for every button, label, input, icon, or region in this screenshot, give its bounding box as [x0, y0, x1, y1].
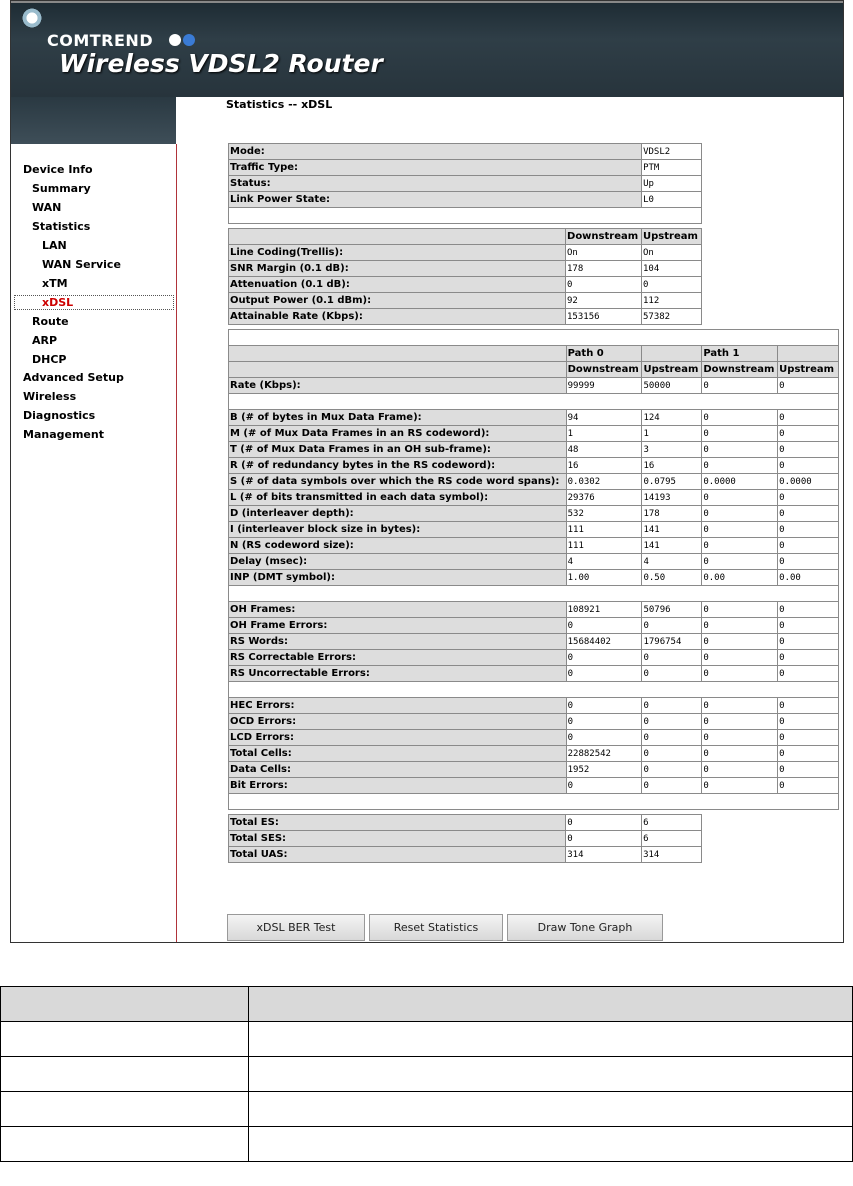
row-label: Total UAS:	[229, 847, 566, 863]
cell-value: 1.00	[566, 570, 642, 586]
table-row	[229, 490, 839, 506]
header-row	[229, 229, 702, 245]
table-row	[229, 522, 839, 538]
cell-value: 1	[566, 426, 642, 442]
cell-value: 0	[566, 831, 642, 847]
error-seconds-table	[228, 814, 702, 863]
cell-value: 0.0000	[778, 474, 839, 490]
table-row	[1, 1127, 853, 1162]
nav-dhcp[interactable]: DHCP	[32, 353, 67, 366]
cell-value: 1952	[566, 762, 642, 778]
nav-statistics[interactable]: Statistics	[32, 220, 91, 233]
row-label: RS Uncorrectable Errors:	[229, 666, 567, 682]
cell-value: 4	[642, 554, 702, 570]
spacer-row	[229, 794, 839, 810]
cell-value: 0	[702, 442, 778, 458]
cell-value: 0	[778, 762, 839, 778]
product-name: Wireless VDSL2 Router	[59, 49, 383, 78]
row-label: Bit Errors:	[229, 778, 567, 794]
cell-value: 0.0795	[642, 474, 702, 490]
cell-value: 0	[778, 602, 839, 618]
reset-statistics-button[interactable]: Reset Statistics	[369, 914, 503, 941]
sidebar-banner	[11, 97, 176, 144]
cell-value: 111	[566, 538, 642, 554]
cell-value: 15684402	[566, 634, 642, 650]
cell-value: 0	[702, 746, 778, 762]
table-row	[229, 602, 839, 618]
cell-value: 0	[778, 746, 839, 762]
nav-route[interactable]: Route	[32, 315, 69, 328]
cell-value: 0	[642, 762, 702, 778]
page-title: Statistics -- xDSL	[226, 98, 333, 111]
nav-lan[interactable]: LAN	[42, 239, 67, 252]
table-header-row	[1, 987, 853, 1022]
nav-device-info[interactable]: Device Info	[23, 163, 93, 176]
table-row	[229, 442, 839, 458]
row-label: RS Words:	[229, 634, 567, 650]
cell-value: 0	[778, 442, 839, 458]
cell-value: 16	[566, 458, 642, 474]
cell-value: 0	[566, 666, 642, 682]
nav-diagnostics[interactable]: Diagnostics	[23, 409, 96, 422]
spacer-row	[229, 208, 702, 224]
col-header: Downstream	[702, 362, 778, 378]
table-row	[229, 309, 702, 325]
row-label: R (# of redundancy bytes in the RS codeword):	[229, 458, 567, 474]
cell-value: 0	[642, 714, 702, 730]
cell-value: 1	[642, 426, 702, 442]
table-row	[229, 698, 839, 714]
cell-value: 0	[778, 714, 839, 730]
cell-value: 0	[778, 618, 839, 634]
table-row	[229, 192, 702, 208]
cell-value: 50000	[642, 378, 702, 394]
cell-value: 0	[778, 506, 839, 522]
cell-value: 153156	[566, 309, 642, 325]
cell-value: 104	[642, 261, 702, 277]
table-row	[1, 1092, 853, 1127]
nav-xdsl[interactable]: xDSL	[14, 295, 174, 310]
row-label: B (# of bytes in Mux Data Frame):	[229, 410, 567, 426]
row-label: Total Cells:	[229, 746, 567, 762]
table-row	[229, 554, 839, 570]
nav-wan-service[interactable]: WAN Service	[42, 258, 121, 271]
cell-value: 0	[702, 698, 778, 714]
cell-value: On	[642, 245, 702, 261]
header-row	[229, 346, 839, 362]
cell-value: 0	[778, 730, 839, 746]
cell-value: 29376	[566, 490, 642, 506]
table-row	[229, 176, 702, 192]
cell-value: 0.0302	[566, 474, 642, 490]
cell-value: 0	[566, 698, 642, 714]
cell-value: 0	[778, 634, 839, 650]
col-header: Downstream	[566, 362, 642, 378]
row-value: Up	[642, 176, 702, 192]
cell-value: 0	[702, 426, 778, 442]
cell-value: 532	[566, 506, 642, 522]
row-label: OH Frames:	[229, 602, 567, 618]
table-row	[229, 634, 839, 650]
nav-wan[interactable]: WAN	[32, 201, 62, 214]
cell-value: 0.00	[778, 570, 839, 586]
row-label: N (RS codeword size):	[229, 538, 567, 554]
cell-value: 0	[702, 650, 778, 666]
table-row	[229, 378, 839, 394]
cell-value: 0	[778, 490, 839, 506]
cell-value: 92	[566, 293, 642, 309]
cell-value: 0	[642, 698, 702, 714]
cell-value: 0	[702, 762, 778, 778]
table-row	[1, 1022, 853, 1057]
cell-value: 0	[566, 778, 642, 794]
cell-value: 14193	[642, 490, 702, 506]
cell-value: 0	[642, 277, 702, 293]
cell-value: 0	[702, 602, 778, 618]
cell-value: 0	[702, 730, 778, 746]
cell-value: 0	[778, 698, 839, 714]
cell-value: 57382	[642, 309, 702, 325]
brand-dots-icon	[169, 31, 197, 50]
row-label: Link Power State:	[229, 192, 642, 208]
cell-value: 50796	[642, 602, 702, 618]
router-web-ui	[10, 0, 844, 943]
link-info-table	[228, 143, 702, 224]
nav-advanced-setup[interactable]: Advanced Setup	[23, 371, 124, 384]
row-label: Total SES:	[229, 831, 566, 847]
spacer-row	[229, 586, 839, 602]
cell-value: 0	[702, 714, 778, 730]
table-row	[229, 293, 702, 309]
spacer-row	[229, 330, 839, 346]
row-label: Mode:	[229, 144, 642, 160]
cell-value: 0	[642, 778, 702, 794]
nav-management[interactable]: Management	[23, 428, 104, 441]
cell-value: 0	[702, 410, 778, 426]
path-0-header: Path 0	[566, 346, 642, 362]
row-label: OCD Errors:	[229, 714, 567, 730]
cell-value: 0	[566, 815, 642, 831]
table-row	[229, 410, 839, 426]
col-header: Upstream	[778, 362, 839, 378]
cell-value: 0	[702, 666, 778, 682]
header-banner	[11, 1, 843, 97]
cell-value: 0	[642, 746, 702, 762]
table-row	[229, 618, 839, 634]
cell-value: 0	[702, 554, 778, 570]
row-label: HEC Errors:	[229, 698, 567, 714]
header-row	[229, 362, 839, 378]
cell-value: 0	[778, 666, 839, 682]
table-row	[229, 815, 702, 831]
cell-value: 0	[702, 378, 778, 394]
table-row	[229, 730, 839, 746]
cell-value: 6	[642, 831, 702, 847]
cell-value: 0	[566, 650, 642, 666]
cell-value: 0	[778, 522, 839, 538]
table-row	[229, 762, 839, 778]
header-stripe	[11, 1, 843, 3]
cell-value: 4	[566, 554, 642, 570]
path-stats-table	[228, 329, 839, 810]
cell-value: 0	[778, 554, 839, 570]
row-value: L0	[642, 192, 702, 208]
cell-value: 1796754	[642, 634, 702, 650]
row-label: D (interleaver depth):	[229, 506, 567, 522]
cell-value: 22882542	[566, 746, 642, 762]
cell-value: 0.0000	[702, 474, 778, 490]
cell-value: 0	[702, 458, 778, 474]
row-label: Attainable Rate (Kbps):	[229, 309, 566, 325]
nav-arp[interactable]: ARP	[32, 334, 58, 347]
cell-value: 314	[642, 847, 702, 863]
row-value: PTM	[642, 160, 702, 176]
table-row	[229, 506, 839, 522]
row-label: OH Frame Errors:	[229, 618, 567, 634]
cell-value: 0	[642, 666, 702, 682]
cell-value: 16	[642, 458, 702, 474]
cell-value: 0	[702, 538, 778, 554]
table-row	[229, 746, 839, 762]
cell-value: 3	[642, 442, 702, 458]
cell-value: 0	[778, 778, 839, 794]
cell-value: 0	[702, 618, 778, 634]
cell-value: 141	[642, 538, 702, 554]
table-row	[229, 714, 839, 730]
table-row	[229, 458, 839, 474]
spacer-row	[229, 394, 839, 410]
description-table	[0, 986, 853, 1162]
table-row	[229, 245, 702, 261]
table-row	[229, 474, 839, 490]
nav-wireless[interactable]: Wireless	[23, 390, 77, 403]
cell-value: 314	[566, 847, 642, 863]
row-label: Delay (msec):	[229, 554, 567, 570]
cell-value: 0	[642, 650, 702, 666]
cell-value: 48	[566, 442, 642, 458]
row-value: VDSL2	[642, 144, 702, 160]
row-label: T (# of Mux Data Frames in an OH sub-frame):	[229, 442, 567, 458]
table-row	[229, 261, 702, 277]
cell-value: 0	[702, 506, 778, 522]
cell-value: 0.50	[642, 570, 702, 586]
cell-value: 178	[642, 506, 702, 522]
spacer-row	[229, 682, 839, 698]
col-header: Upstream	[642, 362, 702, 378]
xdsl-ber-test-button[interactable]: xDSL BER Test	[227, 914, 365, 941]
row-label: INP (DMT symbol):	[229, 570, 567, 586]
cell-value: 108921	[566, 602, 642, 618]
table-row	[229, 570, 839, 586]
row-label: LCD Errors:	[229, 730, 567, 746]
cell-value: 124	[642, 410, 702, 426]
cell-value: 0	[778, 426, 839, 442]
cell-value: 0	[566, 277, 642, 293]
row-label: L (# of bits transmitted in each data symbol):	[229, 490, 567, 506]
path-1-header: Path 1	[702, 346, 778, 362]
table-row	[229, 778, 839, 794]
cell-value: On	[566, 245, 642, 261]
cell-value: 99999	[566, 378, 642, 394]
nav-summary[interactable]: Summary	[32, 182, 91, 195]
cell-value: 0	[642, 618, 702, 634]
table-row	[229, 847, 702, 863]
cell-value: 6	[642, 815, 702, 831]
cell-value: 0	[778, 650, 839, 666]
row-label: Line Coding(Trellis):	[229, 245, 566, 261]
cell-value: 0	[778, 378, 839, 394]
nav-xtm[interactable]: xTM	[42, 277, 68, 290]
col-header-upstream: Upstream	[642, 229, 702, 245]
cell-value: 0	[702, 778, 778, 794]
cell-value: 94	[566, 410, 642, 426]
cell-value: 0	[566, 618, 642, 634]
table-row	[229, 277, 702, 293]
table-row	[229, 666, 839, 682]
row-label: Traffic Type:	[229, 160, 642, 176]
row-label: Total ES:	[229, 815, 566, 831]
draw-tone-graph-button[interactable]: Draw Tone Graph	[507, 914, 663, 941]
row-label: SNR Margin (0.1 dB):	[229, 261, 566, 277]
cell-value: 178	[566, 261, 642, 277]
cell-value: 0	[702, 490, 778, 506]
cell-value: 0	[566, 714, 642, 730]
table-row	[1, 1057, 853, 1092]
cell-value: 0	[702, 522, 778, 538]
row-label: RS Correctable Errors:	[229, 650, 567, 666]
cell-value: 111	[566, 522, 642, 538]
row-label: I (interleaver block size in bytes):	[229, 522, 567, 538]
cell-value: 112	[642, 293, 702, 309]
row-label: Data Cells:	[229, 762, 567, 778]
cell-value: 0	[642, 730, 702, 746]
cell-value: 0	[778, 410, 839, 426]
cell-value: 0	[702, 634, 778, 650]
cell-value: 0	[778, 458, 839, 474]
row-label: M (# of Mux Data Frames in an RS codeword):	[229, 426, 567, 442]
cell-value: 0.00	[702, 570, 778, 586]
sidebar-divider	[176, 144, 177, 943]
row-label: Status:	[229, 176, 642, 192]
comtrend-logo-icon	[21, 7, 43, 29]
table-row	[229, 650, 839, 666]
brand-name: COMTREND	[47, 31, 154, 50]
col-header-downstream: Downstream	[566, 229, 642, 245]
cell-value: 0	[778, 538, 839, 554]
table-row	[229, 144, 702, 160]
cell-value: 0	[566, 730, 642, 746]
row-label: Rate (Kbps):	[229, 378, 567, 394]
table-row	[229, 538, 839, 554]
cell-value: 141	[642, 522, 702, 538]
table-row	[229, 831, 702, 847]
row-label: Output Power (0.1 dBm):	[229, 293, 566, 309]
row-label: S (# of data symbols over which the RS code word spans):	[229, 474, 567, 490]
table-row	[229, 160, 702, 176]
table-row	[229, 426, 839, 442]
line-params-table	[228, 228, 702, 325]
row-label: Attenuation (0.1 dB):	[229, 277, 566, 293]
